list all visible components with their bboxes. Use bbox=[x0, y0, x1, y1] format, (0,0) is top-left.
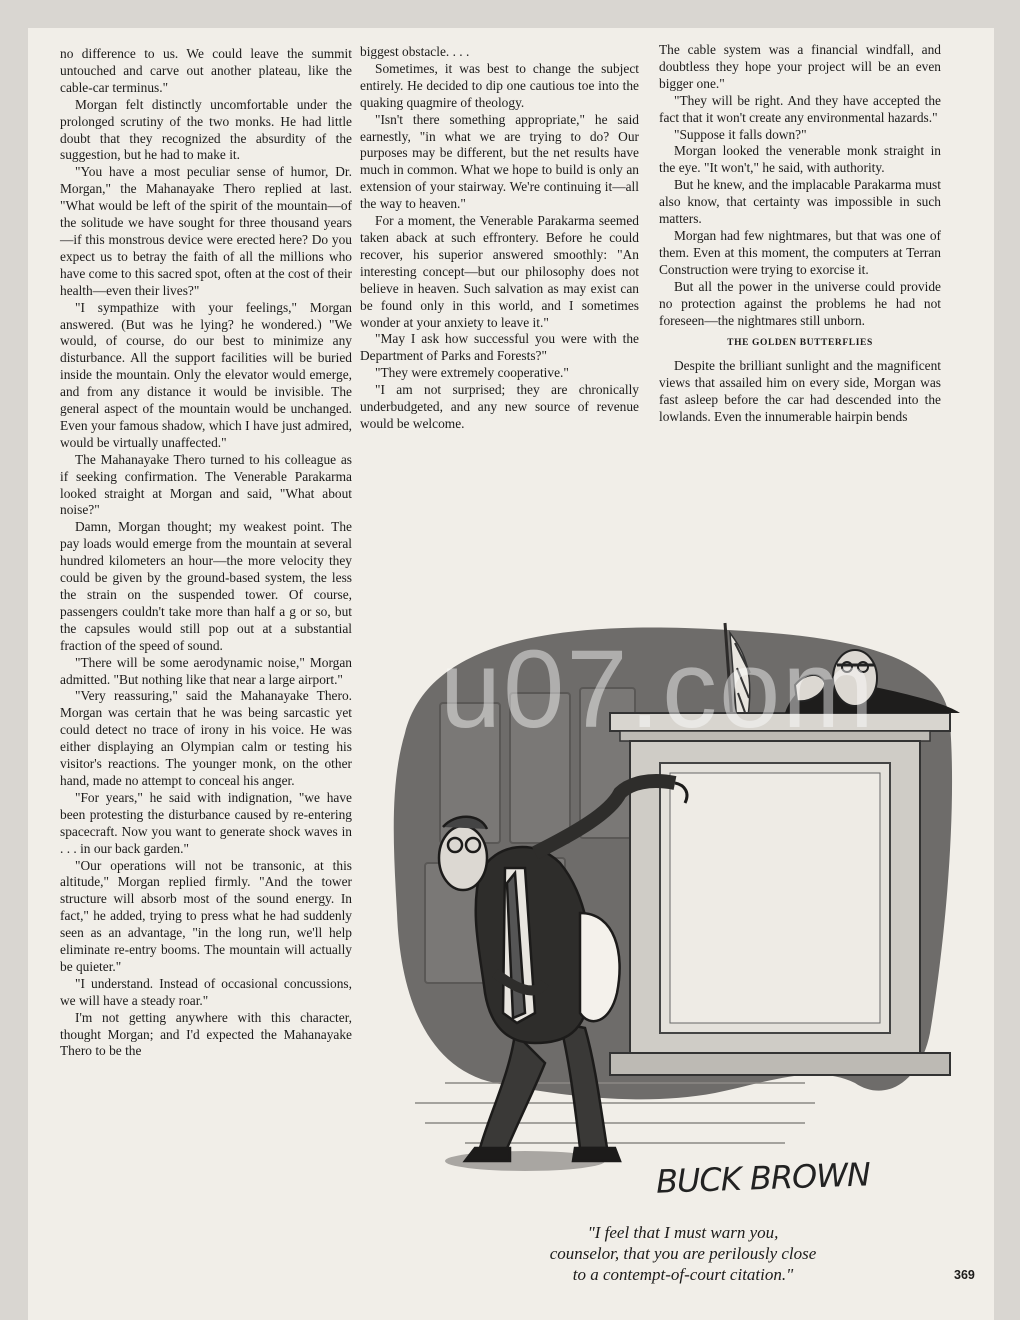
paragraph: Morgan looked the venerable monk straight in the eye. "It won't," he said, with authority. bbox=[659, 143, 941, 176]
paragraph: For a moment, the Venerable Parakarma seemed taken aback at such effrontery. Before he could recover, his superior answered smoothly: "An interesting concept—but our philosophy does not believe in heaven. Such salvation as may exist can be found only in this world, and I sometimes wonder at your anxiety to leave it." bbox=[360, 213, 639, 330]
paragraph: "I am not surprised; they are chronically underbudgeted, and any new source of revenue would be welcome. bbox=[360, 382, 639, 431]
cartoon-caption bbox=[468, 1222, 898, 1285]
paragraph: "Our operations will not be transonic, at this altitude," Morgan replied firmly. "And the tower structure will absorb most of the sound energy. In fact," he added, trying to press what he had suddenly seen as an advantage, "in the long run, we'll help eliminate re-entry booms. The mountain will actually be quieter." bbox=[60, 857, 352, 974]
paragraph: "I sympathize with your feelings," Morgan answered. (But was he lying? he wondered.) "We would, of course, do our best to minimize any disturbance. All the support facilities will be buried inside the mountain. Only the elevator would emerge, and from any distance it would be invisible. The general aspect of the mountain would be unchanged. Even your famous shadow, which I have just admired, would be virtually unaffected." bbox=[60, 299, 352, 450]
caption-line: counselor, that you are perilously close bbox=[549, 1244, 817, 1263]
caption-line: to a contempt-of-court citation." bbox=[572, 1265, 794, 1284]
paragraph: I'm not getting anywhere with this character, thought Morgan; and I'd expected the Mahanayake Thero to be the bbox=[60, 1009, 352, 1059]
judges-bench bbox=[610, 713, 950, 1075]
artist-signature: BUCK BROWN bbox=[655, 1155, 871, 1201]
paragraph: "For years," he said with indignation, "we have been protesting the disturbance caused by re-entering spacecraft. Now you want to generate shock waves in . . . in our back garden." bbox=[60, 789, 352, 856]
paragraph: "There will be some aerodynamic noise," Morgan admitted. "But nothing like that near a large airport." bbox=[60, 654, 352, 687]
section-heading: THE GOLDEN BUTTERFLIES bbox=[727, 338, 873, 349]
paragraph: "I understand. Instead of occasional concussions, we will have a steady roar." bbox=[60, 975, 352, 1008]
text-column-3-bottom bbox=[659, 358, 941, 426]
magazine-page bbox=[28, 28, 994, 1320]
text-column-1 bbox=[60, 46, 352, 1060]
paragraph: no difference to us. We could leave the summit untouched and carve out another plateau, like the cable-car terminus." bbox=[60, 46, 352, 95]
paragraph: Morgan had few nightmares, but that was one of them. Even at this moment, the computers at Terran Construction were trying to exorcise it. bbox=[659, 227, 941, 277]
paragraph: "They were extremely cooperative." bbox=[375, 365, 569, 381]
paragraph: The cable system was a financial windfall, and doubtless they hope your project will be an even bigger one." bbox=[659, 42, 941, 91]
caption-line: "I feel that I must warn you, bbox=[587, 1223, 779, 1242]
courtroom-cartoon bbox=[385, 613, 960, 1173]
paragraph: Damn, Morgan thought; my weakest point. The pay loads would emerge from the mountain at several hundred kilometers an hour—the more velocity they could be given by the ground-based system, the less the strain on the suspended tower. Of course, passengers couldn't take more than half a g or so, but the capsules would still pop out at a substantial fraction of the speed of sound. bbox=[60, 519, 352, 653]
paragraph: But all the power in the universe could provide no protection against the problems he had not foreseen—the nightmares still unborn. bbox=[659, 278, 941, 328]
paragraph: Despite the brilliant sunlight and the magnificent views that assailed him on every side, Morgan was fast asleep before the car had descended into the lowlands. Even the innumerable hairpin bends bbox=[659, 358, 941, 425]
paragraph: "They will be right. And they have accepted the fact that it won't create any environmental hazards." bbox=[659, 92, 941, 125]
page-number: 369 bbox=[954, 1268, 975, 1282]
text-column-3 bbox=[659, 42, 941, 426]
text-column-3-top bbox=[659, 42, 941, 329]
paragraph: Morgan felt distinctly uncomfortable under the prolonged scrutiny of the two monks. He had little doubt that they recognized the absurdity of the suggestion, but he had to make it. bbox=[60, 96, 352, 163]
paragraph: "May I ask how successful you were with the Department of Parks and Forests?" bbox=[360, 331, 639, 364]
paragraph: The Mahanayake Thero turned to his colleague as if seeking confirmation. The Venerable Parakarma looked straight at Morgan and said, "What about noise?" bbox=[60, 451, 352, 518]
paragraph: Sometimes, it was best to change the subject entirely. He decided to dip one cautious toe into the quaking quagmire of theology. bbox=[360, 60, 639, 110]
paragraph: But he knew, and the implacable Parakarma must also know, that certainty was impossible in such matters. bbox=[659, 177, 941, 227]
paragraph: "Very reassuring," said the Mahanayake Thero. Morgan was certain that he was being sarcastic yet could detect no trace of irony in his voice. He was either displaying an Olympian calm or testing his visitor's reactions. The younger monk, on the other hand, made no attempt to conceal his anger. bbox=[60, 688, 352, 788]
paragraph: "Isn't there something appropriate," he said earnestly, "in what we are trying to do? Our purposes may be different, but the net results have much in common. What we hope to build is only an extension of your stairway. We're continuing it—all the way to heaven." bbox=[360, 111, 639, 212]
watermark: u07.com bbox=[440, 628, 876, 751]
paragraph: "You have a most peculiar sense of humor, Dr. Morgan," the Mahanayake Thero replied at last. "What would be left of the spirit of the mountain—of the solitude we have sought for three thousand years—if this monstrous device were erected here? Do you expect us to betray the faith of all the millions who have come to this sacred spot, often at the cost of their health—even their lives?" bbox=[60, 164, 352, 298]
text-column-2 bbox=[360, 44, 639, 433]
paragraph: biggest obstacle. . . . bbox=[360, 44, 470, 59]
paragraph: "Suppose it falls down?" bbox=[674, 126, 807, 142]
